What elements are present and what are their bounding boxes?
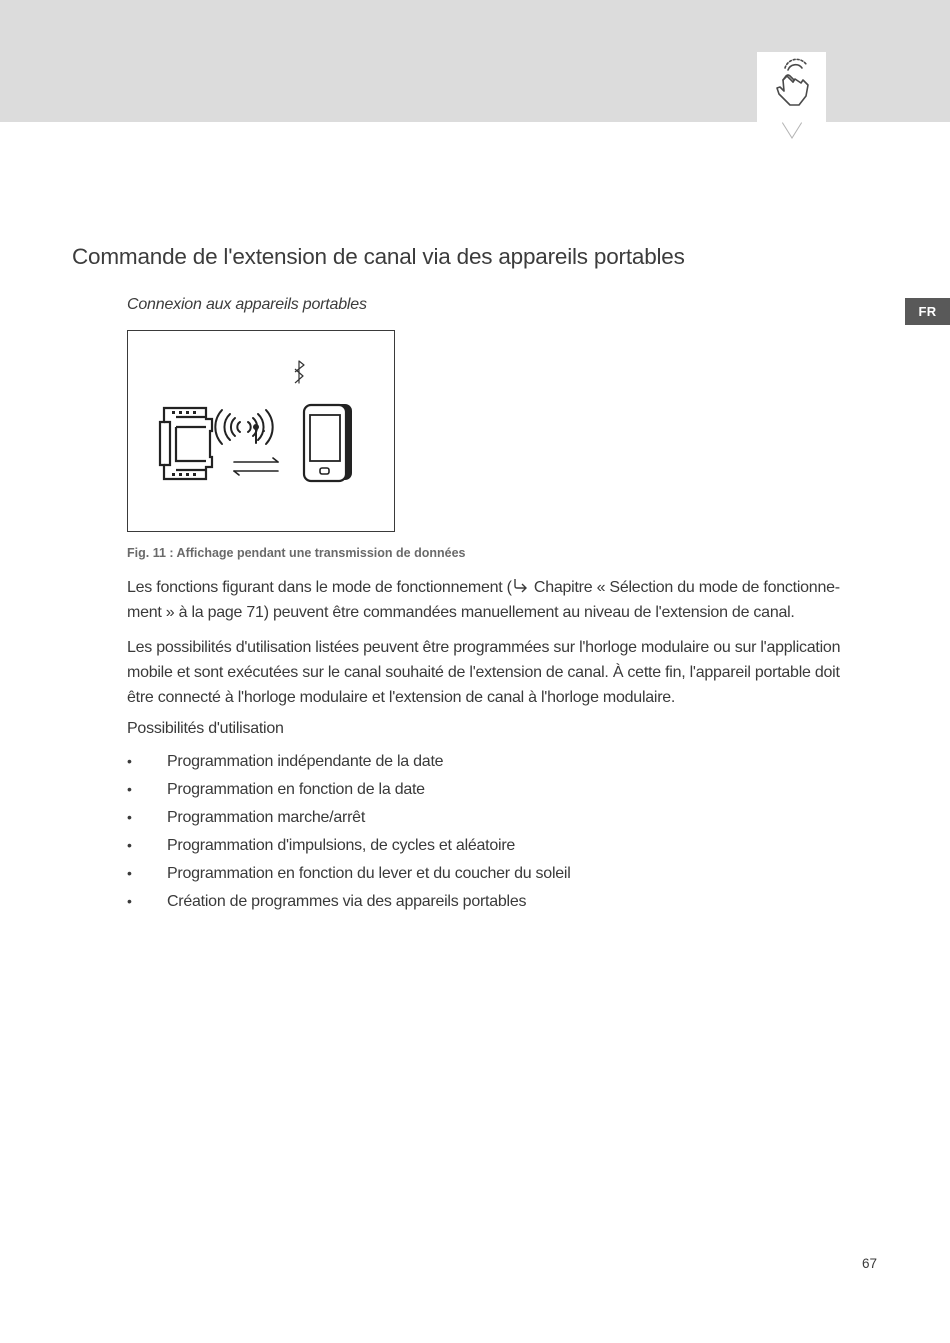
paragraph-1-text-a: Les fonctions figurant dans le mode de fonctionnement ( [127, 579, 512, 596]
list-item-text: Programmation d'impulsions, de cycles et aléatoire [167, 837, 516, 854]
section-title: Commande de l'extension de canal via des appareils portables [72, 244, 685, 269]
din-rail-module-icon [160, 408, 212, 479]
paragraph-2 [127, 635, 887, 710]
bullet-symbol: • [127, 809, 132, 825]
paragraph-1-line-1 [127, 575, 887, 600]
radio-antenna-dot [253, 424, 259, 430]
paragraph-2-line-3: être connecté à l'horloge modulaire et l'extension de canal à l'horloge modulaire. [127, 689, 676, 706]
paragraph-2-line-2: mobile et sont exécutées sur le canal souhaité de l'extension de canal. À cette fin, l'appareil portable doit [127, 664, 840, 681]
paragraph-1-line-2: ment » à la page 71) peuvent être commandées manuellement au niveau de l'extension de canal. [127, 604, 795, 621]
touch-gesture-icon [757, 52, 826, 122]
usage-heading: Possibilités d'utilisation [127, 720, 284, 737]
arrow-reference-icon [512, 579, 530, 593]
bullet-symbol: • [127, 865, 132, 881]
tab-pointer [782, 120, 802, 140]
subsection-title: Connexion aux appareils portables [127, 296, 367, 313]
bullet-symbol: • [127, 781, 132, 797]
list-item-text: Programmation marche/arrêt [167, 809, 366, 826]
paragraph-1-text-b: Chapitre « Sélection du mode de fonctionne- [529, 579, 840, 596]
list-item-text: Création de programmes via des appareils portables [167, 893, 527, 910]
list-item-text: Programmation en fonction du lever et du coucher du soleil [167, 865, 571, 882]
bidirectional-arrows-icon [234, 458, 278, 475]
bullet-symbol: • [127, 837, 132, 853]
chapter-icon-tab [757, 52, 826, 122]
paragraph-1 [127, 575, 887, 625]
list-item-text: Programmation en fonction de la date [167, 781, 425, 798]
smartphone-icon [304, 404, 352, 481]
paragraph-2-line-1: Les possibilités d'utilisation listées peuvent être programmées sur l'horloge modulaire ou sur l'application [127, 639, 841, 656]
bluetooth-icon [295, 361, 304, 383]
bullet-symbol: • [127, 893, 132, 909]
radio-signal-icon [215, 410, 272, 444]
figure-caption: Fig. 11 : Affichage pendant une transmission de données [127, 546, 466, 560]
bullet-symbol: • [127, 753, 132, 769]
list-item-text: Programmation indépendante de la date [167, 753, 444, 770]
language-tab: FR [905, 298, 950, 325]
figure-display [127, 330, 395, 532]
page-number: 67 [862, 1256, 878, 1271]
paragraph-3 [127, 716, 887, 741]
